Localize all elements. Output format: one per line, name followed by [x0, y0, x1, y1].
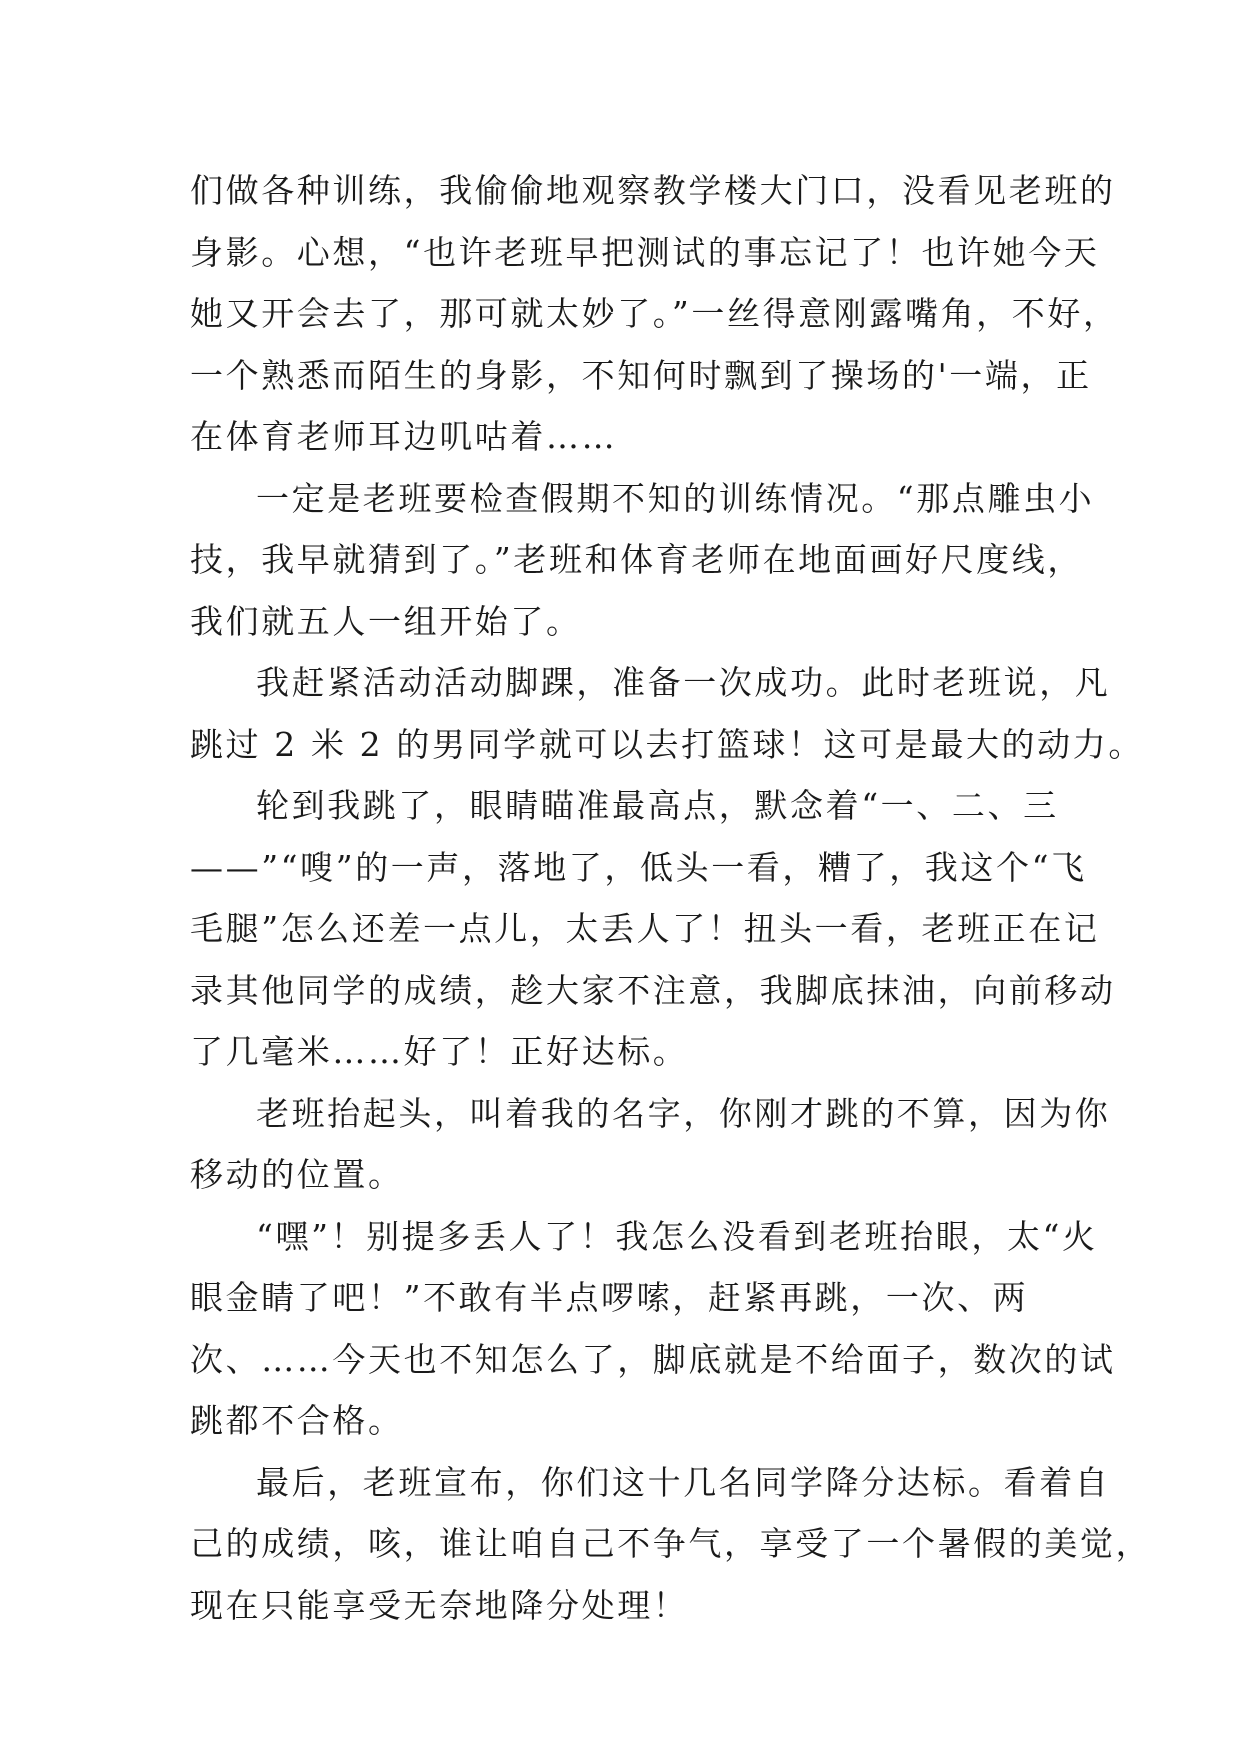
text-line: 在体育老师耳边叽咕着…… [190, 417, 618, 456]
text-line: 了几毫米……好了！正好达标。 [190, 1032, 689, 1071]
text-line: 跳过 2 米 2 的男同学就可以去打篮球！这可是最大的动力。 [190, 724, 1144, 764]
text-line: 毛腿”怎么还差一点儿，太丢人了！扭头一看，老班正在记 [190, 909, 1100, 948]
text-line: 现在只能享受无奈地降分处理！ [190, 1585, 689, 1625]
text-line: 技，我早就猜到了。”老班和体育老师在地面画好尺度线， [190, 540, 1083, 579]
text-line: 一个熟悉而陌生的身影，不知何时飘到了操场的'一端，正 [190, 355, 1092, 395]
text-line: 们做各种训练，我偷偷地观察教学楼大门口，没看见老班的 [190, 171, 1116, 210]
text-line: 跳都不合格。 [190, 1401, 404, 1440]
text-line: 次、……今天也不知怎么了，脚底就是不给面子，数次的试 [190, 1339, 1116, 1379]
text-line: 我们就五人一组开始了。 [190, 601, 582, 641]
text-line: 眼金睛了吧！”不敢有半点啰嗦，赶紧再跳，一次、两 [190, 1278, 1029, 1317]
text-line: ——”“嗖”的一声，落地了，低头一看，糟了，我这个“飞 [190, 847, 1087, 887]
document-body [190, 160, 1152, 1636]
text-line: “嘿”！别提多丢人了！我怎么没看到老班抬眼，太“火 [256, 1216, 1098, 1256]
text-line: 身影。心想，“也许老班早把测试的事忘记了！也许她今天 [190, 232, 1100, 272]
text-line: 己的成绩，咳，谁让咱自己不争气，享受了一个暑假的美觉， [190, 1524, 1152, 1563]
text-line: 老班抬起头，叫着我的名字，你刚才跳的不算，因为你 [256, 1093, 1111, 1133]
text-line: 我赶紧活动活动脚踝，准备一次成功。此时老班说，凡 [256, 663, 1111, 702]
text-line: 最后，老班宣布，你们这十几名同学降分达标。看着自 [256, 1462, 1111, 1502]
text-line: 录其他同学的成绩，趁大家不注意，我脚底抹油，向前移动 [190, 970, 1116, 1010]
text-line: 轮到我跳了，眼睛瞄准最高点，默念着“一、二、三 [256, 786, 1059, 825]
text-line: 她又开会去了，那可就太妙了。”一丝得意刚露嘴角，不好， [190, 294, 1119, 333]
text-line: 一定是老班要检查假期不知的训练情况。“那点雕虫小 [256, 478, 1095, 518]
text-line: 移动的位置。 [190, 1155, 404, 1194]
